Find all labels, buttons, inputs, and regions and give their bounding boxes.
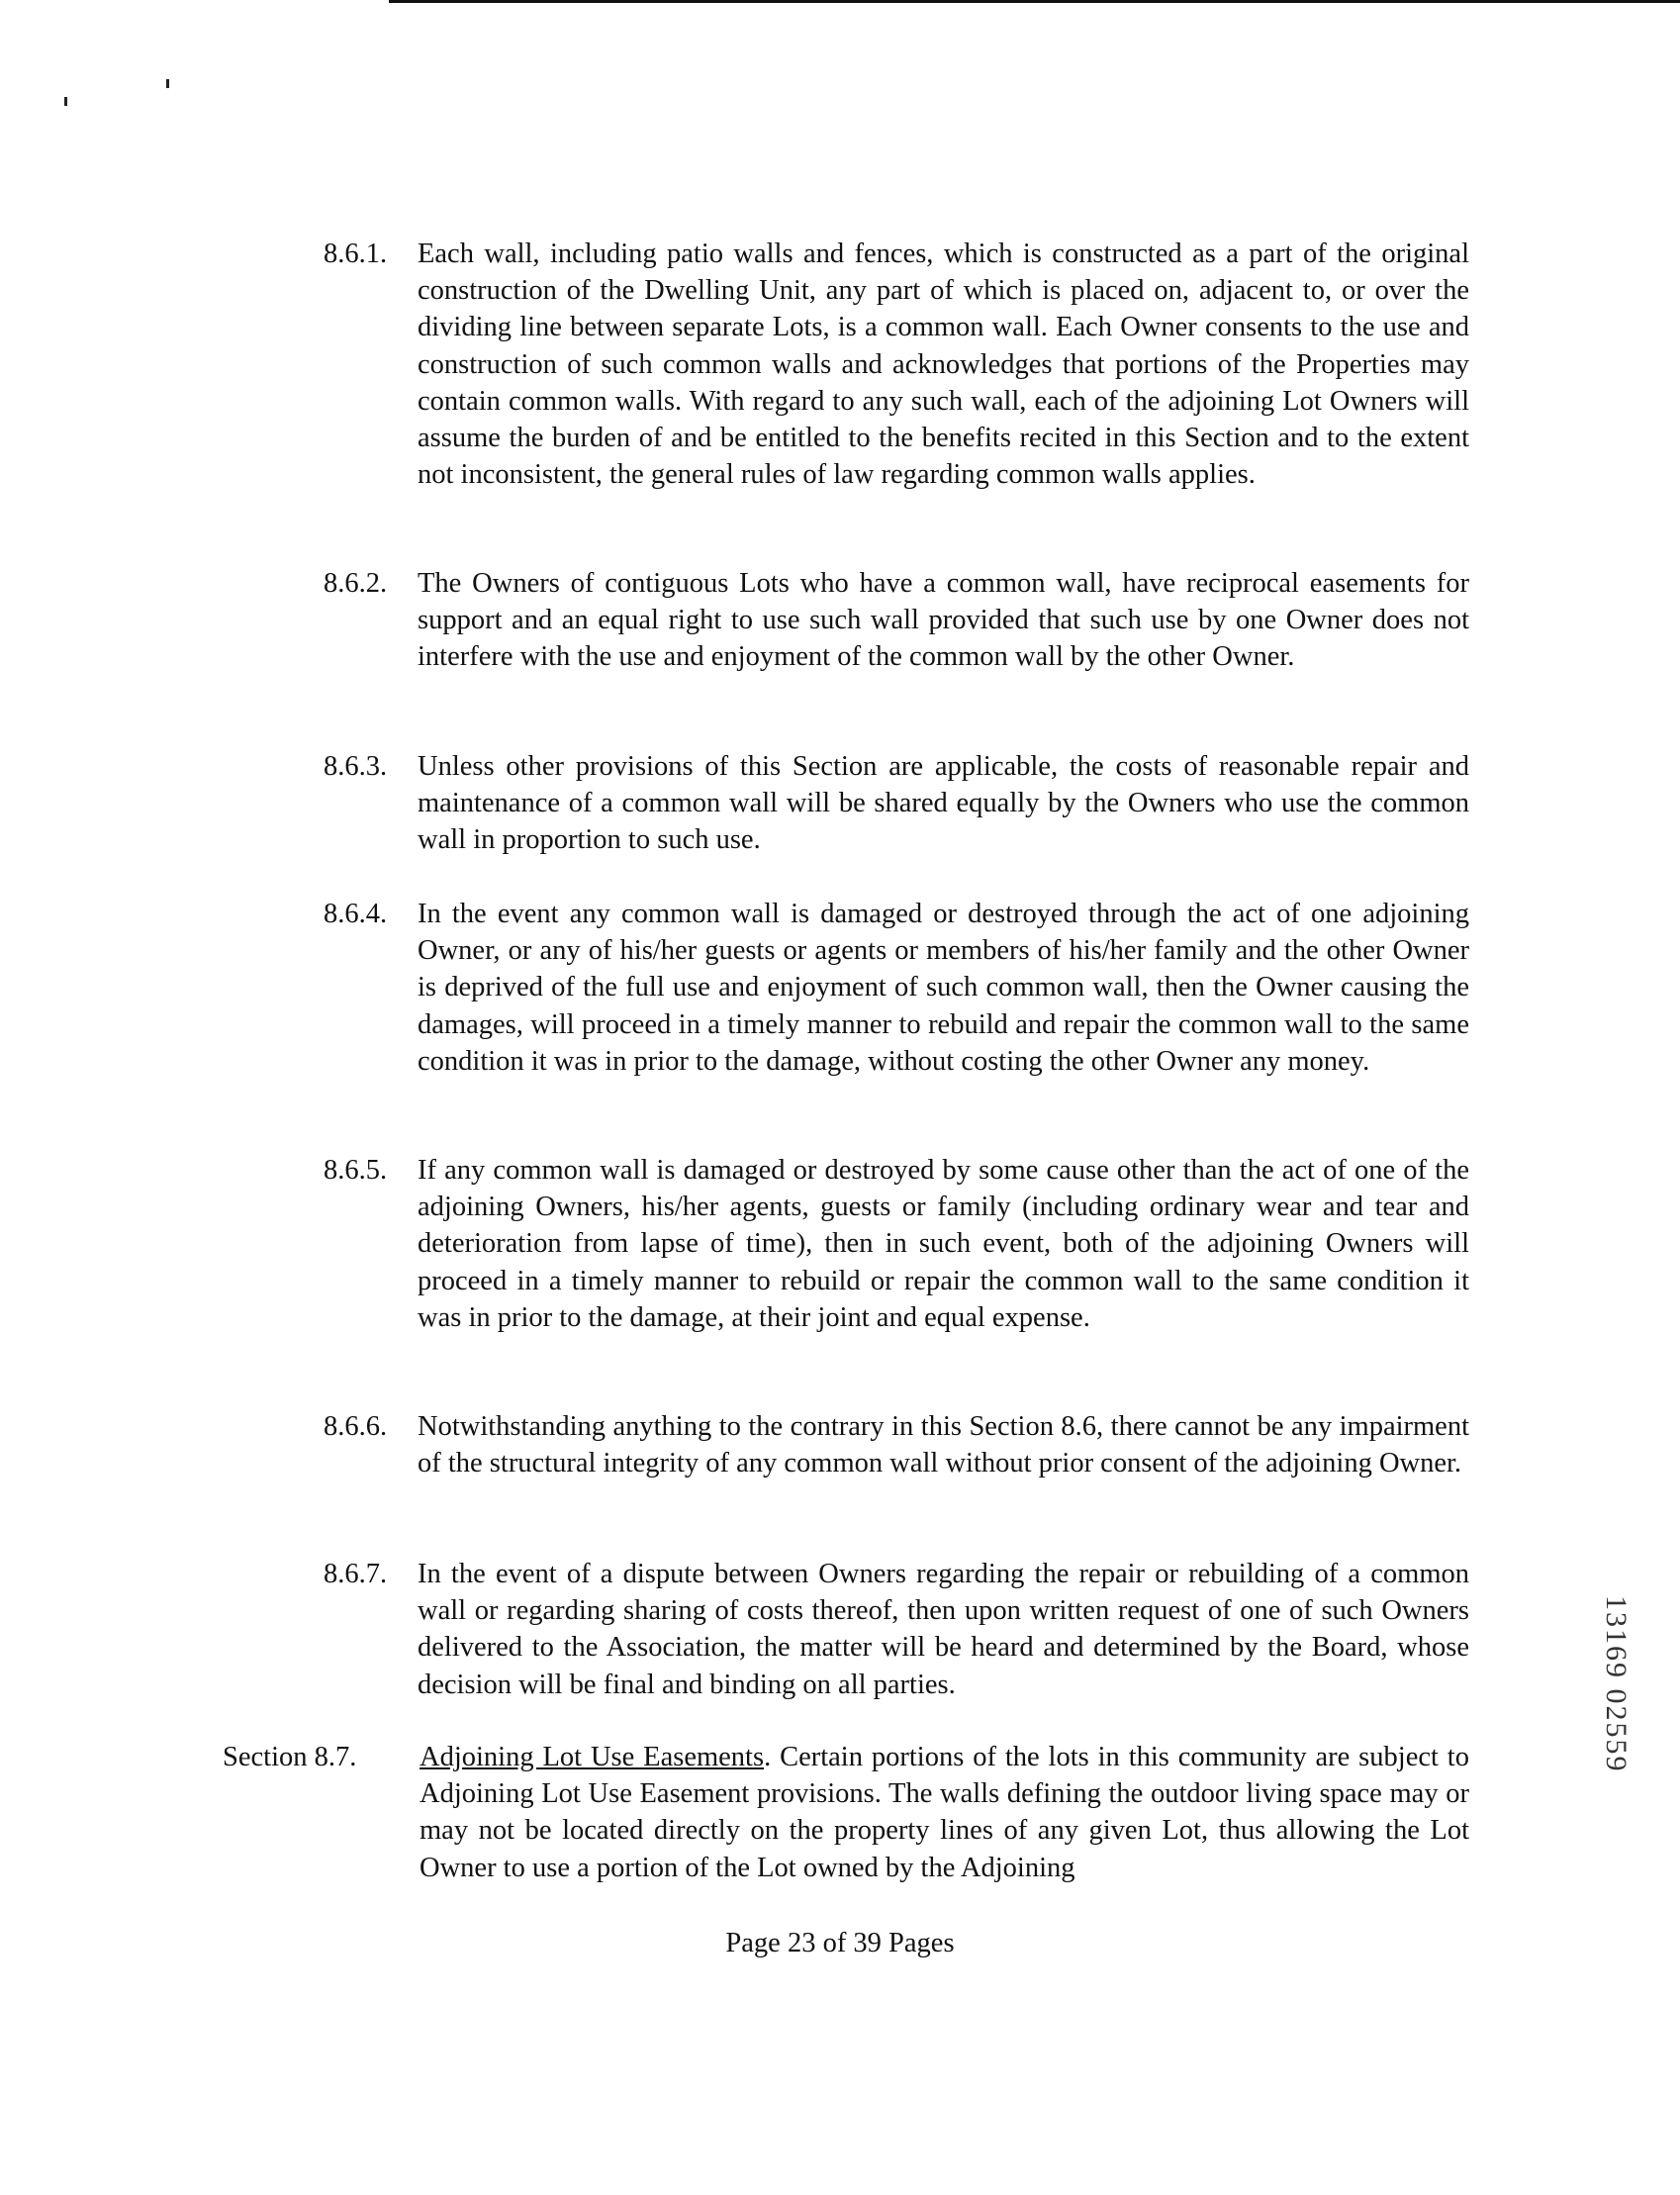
page-footer: Page 23 of 39 Pages — [725, 1928, 955, 1958]
paragraph-8-6-3 — [223, 748, 1484, 859]
paragraph-text: In the event of a dispute between Owners regarding the repair or rebuilding of a common wall or regarding sharing of costs thereof, then upon written request of one of such Owners delivered to the Association, the matter will be heard and determined by the Board, whose decision will be final and binding on all parties. — [418, 1559, 1469, 1700]
section-text — [420, 1739, 1469, 1886]
paragraph-number: 8.6.6. — [324, 1411, 388, 1442]
paragraph-text: In the event any common wall is damaged or destroyed through the act of one adjoining Owner, or any of his/her guests or agents or members of his/her family and the other Owner is deprived of the full use and enjoyment of such common wall, then the Owner causing the damages, will proceed in a timely manner to rebuild and repair the common wall to the same condition it was in prior to the damage, without costing the other Owner any money. — [418, 899, 1469, 1077]
section-number: Section 8.7. — [223, 1742, 357, 1772]
paragraph-8-6-6 — [223, 1408, 1484, 1481]
paragraph-text: Each wall, including patio walls and fences, which is constructed as a part of the original construction of the Dwelling Unit, any part of which is placed on, adjacent to, or over the dividing line between separate Lots, is a common wall. Each Owner consents to the use and construction of such common walls and acknowledges that portions of the Properties may contain common walls. With regard to any such wall, each of the adjoining Lot Owners will assume the burden of and be entitled to the benefits recited in this Section and to the extent not inconsistent, the general rules of law regarding common walls applies. — [418, 239, 1469, 491]
margin-recording-number: 13169 02559 — [1600, 1595, 1633, 1773]
paragraph-number: 8.6.2. — [324, 568, 388, 599]
paragraph-number: 8.6.7. — [324, 1559, 388, 1589]
paragraph-8-6-1 — [223, 236, 1484, 493]
section-caption: Adjoining Lot Use Easements — [420, 1742, 765, 1772]
paragraph-number: 8.6.4. — [324, 899, 388, 929]
paragraph-8-6-2 — [223, 565, 1484, 676]
paragraph-text: The Owners of contiguous Lots who have a common wall, have reciprocal easements for support and an equal right to use such wall provided that such use by one Owner does not interfere with the use and enjoyment of the common wall by the other Owner. — [418, 568, 1469, 673]
paragraph-text: If any common wall is damaged or destroyed by some cause other than the act of one of the adjoining Owners, his/her agents, guests or family (including ordinary wear and tear and deterioration from lapse of time), then in such event, both of the adjoining Owners will proceed in a timely manner to rebuild or repair the common wall to the same condition it was in prior to the damage, at their joint and equal expense. — [418, 1155, 1469, 1333]
paragraph-8-6-5 — [223, 1152, 1484, 1336]
paragraph-number: 8.6.5. — [324, 1155, 388, 1186]
paragraph-8-6-4 — [223, 896, 1484, 1080]
paragraph-number: 8.6.3. — [324, 751, 388, 782]
paragraph-text: Unless other provisions of this Section are applicable, the costs of reasonable repair and maintenance of a common wall will be shared equally by the Owners who use the common wall in proportion to such use. — [418, 751, 1469, 856]
paragraph-number: 8.6.1. — [324, 239, 388, 269]
section-8-7 — [223, 1739, 1484, 1886]
paragraph-text: Notwithstanding anything to the contrary in this Section 8.6, there cannot be any impairment of the structural integrity of any common wall without prior consent of the adjoining Owner. — [418, 1411, 1469, 1479]
paragraph-8-6-7 — [223, 1556, 1484, 1703]
section-body: . Certain portions of the lots in this community are subject to Adjoining Lot Use Easement provisions. The walls defining the outdoor living space may or may not be located directly on the property lines of any given Lot, thus allowing the Lot Owner to use a portion of the Lot owned by the Adjoining — [420, 1742, 1469, 1883]
